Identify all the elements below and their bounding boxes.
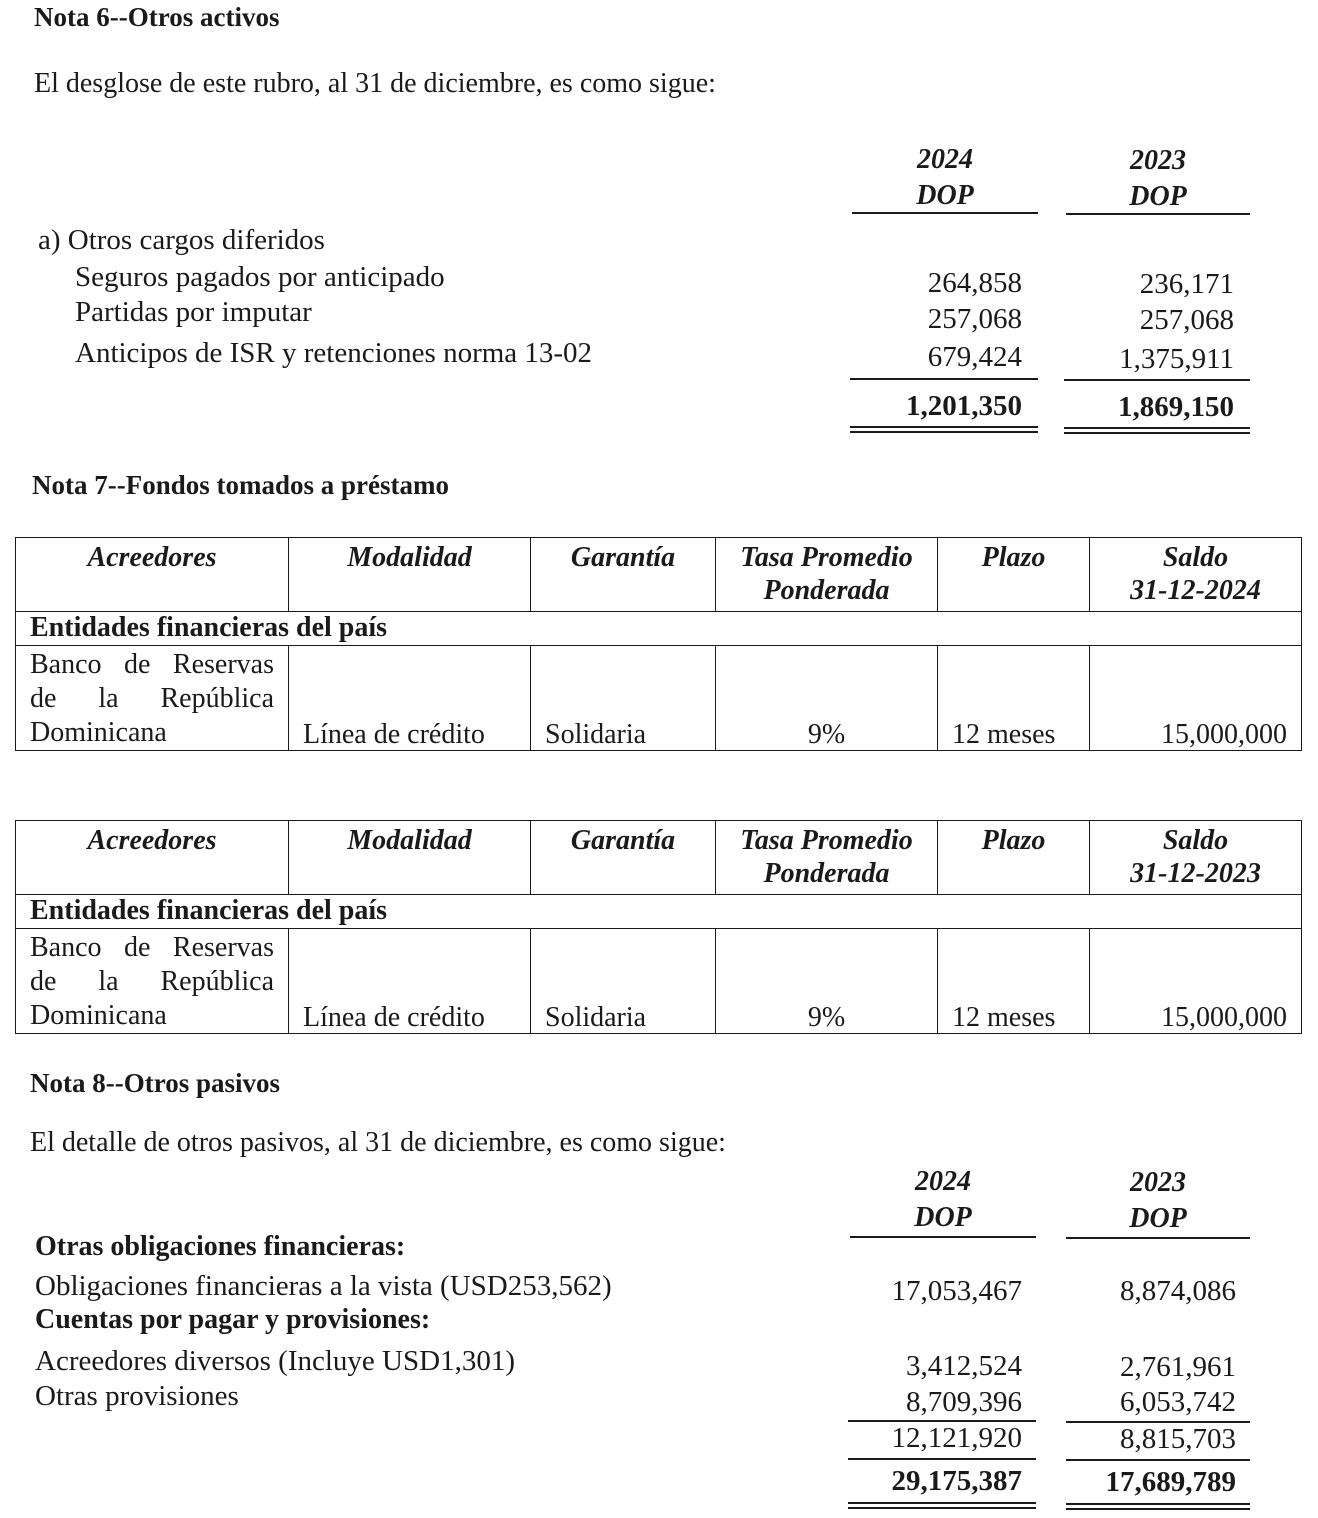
note8-header-rule-2023 [1066,1237,1250,1239]
garantia-cell: Solidaria [531,929,716,1034]
note6-row-2023: 236,171 [1139,268,1234,300]
note6-col-2024-currency: DOP [916,180,974,211]
note6-intro: El desglose de este rubro, al 31 de diciembre, es como sigue: [34,68,716,99]
note8-col-2023-year: 2023 [1130,1167,1186,1198]
header-tasa [716,538,938,612]
note6-header-rule-2024 [852,212,1038,214]
note8-section1-label: Otras obligaciones financieras: [35,1231,406,1262]
note8-subtotal-2024: 12,121,920 [891,1422,1022,1454]
header-garantia: Garantía [531,538,716,612]
note6-col-2024-header [852,142,1038,214]
header-tasa-line1: Tasa Promedio [740,825,913,856]
loan-table-header-row [16,821,1302,895]
note6-row-label: Seguros pagados por anticipado [75,261,445,293]
loan-table-header-row [16,538,1302,612]
note6-col-2023-currency: DOP [1129,181,1187,212]
note6-header-rule-2023 [1066,213,1250,215]
header-tasa-line1: Tasa Promedio [740,542,913,573]
bank-name-line2: de la República [30,966,274,997]
note6-row-label: Partidas por imputar [75,296,312,328]
note8-row2-label: Acreedores diversos (Incluye USD1,301) [35,1345,515,1377]
note6-total-2023: 1,869,150 [1118,391,1234,423]
garantia-cell: Solidaria [531,646,716,751]
note6-subtotal-rule-2023 [1064,379,1250,381]
note8-row3-2023: 6,053,742 [1120,1386,1236,1418]
header-acreedores: Acreedores [16,821,289,895]
loan-table-data-row [16,929,1302,1034]
note8-col-2024-header [850,1164,1036,1236]
note7-title: Nota 7--Fondos tomados a préstamo [32,470,449,500]
header-tasa-line2: Ponderada [763,858,890,889]
note8-col-2024-currency: DOP [914,1202,972,1233]
saldo-cell: 15,000,000 [1090,646,1302,751]
bank-name-line2: de la República [30,683,274,714]
note6-col-2023-year: 2023 [1130,145,1186,176]
plazo-cell: 12 meses [938,646,1090,751]
saldo-cell: 15,000,000 [1090,929,1302,1034]
note6-row-2024: 679,424 [927,341,1022,373]
header-garantia: Garantía [531,821,716,895]
header-saldo [1090,821,1302,895]
note8-total-double-rule-2024 [848,1502,1036,1509]
header-saldo-line2: 31-12-2024 [1130,575,1261,606]
note8-total-double-rule-2023 [1066,1503,1250,1510]
note6-row-2024: 264,858 [927,267,1022,299]
note6-section-label: a) Otros cargos diferidos [38,224,325,256]
note8-col-2023-header [1066,1165,1250,1237]
header-plazo: Plazo [938,821,1090,895]
note6-row-label: Anticipos de ISR y retenciones norma 13-02 [75,337,593,369]
note8-col-2024-year: 2024 [915,1166,971,1197]
loan-table-data-row [16,646,1302,751]
note8-row3-label: Otras provisiones [35,1380,239,1412]
header-tasa [716,821,938,895]
note8-row1-2024: 17,053,467 [891,1275,1022,1307]
note8-total-2024: 29,175,387 [891,1465,1022,1497]
note8-intro: El detalle de otros pasivos, al 31 de diciembre, es como sigue: [30,1127,726,1158]
note8-row2-2024: 3,412,524 [906,1350,1022,1382]
plazo-cell: 12 meses [938,929,1090,1034]
note6-col-2024-year: 2024 [917,144,973,175]
bank-name [16,929,289,1034]
header-saldo-line2: 31-12-2023 [1130,858,1261,889]
note8-total-rule-2023 [1066,1459,1250,1461]
header-plazo: Plazo [938,538,1090,612]
note6-total-double-rule-2024 [850,426,1038,433]
bank-name-line1: Banco de Reservas [30,932,274,963]
modalidad-cell: Línea de crédito [289,929,531,1034]
note8-title: Nota 8--Otros pasivos [30,1068,281,1098]
loan-table-2023 [15,820,1302,1034]
note8-header-rule-2024 [850,1236,1036,1238]
bank-name-line1: Banco de Reservas [30,649,274,680]
bank-name-line3: Dominicana [30,717,167,748]
note8-row3-2024: 8,709,396 [906,1386,1022,1418]
note6-row-2023: 1,375,911 [1119,343,1234,375]
note8-total-rule-2024 [848,1458,1036,1460]
note6-title: Nota 6--Otros activos [34,2,280,32]
note6-total-2024: 1,201,350 [906,390,1022,422]
note8-section2-label: Cuentas por pagar y provisiones: [35,1304,431,1335]
note6-subtotal-rule-2024 [850,378,1038,380]
header-modalidad: Modalidad [289,821,531,895]
group-label: Entidades financieras del país [16,895,1302,929]
loan-table-group-row [16,612,1302,646]
loan-table-group-row [16,895,1302,929]
note6-total-double-rule-2023 [1064,427,1250,434]
tasa-cell: 9% [716,929,938,1034]
note8-subtotal-2023: 8,815,703 [1120,1423,1236,1455]
bank-name-line3: Dominicana [30,1000,167,1031]
note6-row-2023: 257,068 [1139,304,1234,336]
header-tasa-line2: Ponderada [763,575,890,606]
header-modalidad: Modalidad [289,538,531,612]
note8-total-2023: 17,689,789 [1105,1466,1236,1498]
note8-row2-2023: 2,761,961 [1120,1351,1236,1383]
group-label: Entidades financieras del país [16,612,1302,646]
header-acreedores: Acreedores [16,538,289,612]
note6-row-2024: 257,068 [927,303,1022,335]
tasa-cell: 9% [716,646,938,751]
modalidad-cell: Línea de crédito [289,646,531,751]
note8-col-2023-currency: DOP [1129,1203,1187,1234]
loan-table-2024 [15,537,1302,751]
note8-row1-2023: 8,874,086 [1120,1275,1236,1307]
note6-col-2023-header [1066,143,1250,215]
header-saldo-line1: Saldo [1162,825,1229,856]
header-saldo [1090,538,1302,612]
bank-name [16,646,289,751]
note8-row1-label: Obligaciones financieras a la vista (USD253,562) [35,1270,612,1302]
header-saldo-line1: Saldo [1162,542,1229,573]
